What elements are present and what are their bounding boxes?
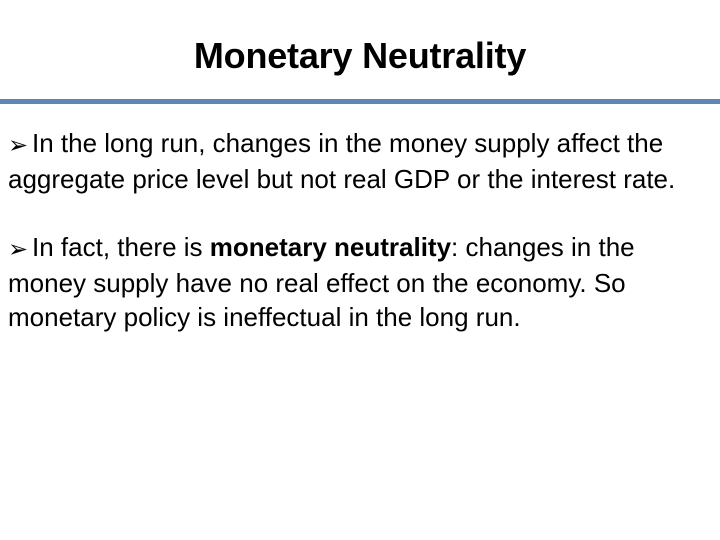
bullet-item (8, 230, 714, 334)
bullet-text-prefix: In fact, there is (32, 232, 210, 262)
bullet-text: In the long run, changes in the money supply affect the aggregate price level but not real GDP or the interest rate. (8, 128, 676, 194)
arrow-bullet-icon: ➢ (8, 132, 29, 159)
bullet-item (8, 126, 714, 196)
bullet-text-suffix: : changes in the money supply have no real effect on the economy. So monetary policy is ineffectual in the long run. (8, 232, 635, 332)
bullet-list (8, 126, 714, 368)
slide-title: Monetary Neutrality (193, 35, 527, 76)
arrow-bullet-icon: ➢ (8, 236, 29, 263)
bullet-bold-term: monetary neutrality (209, 232, 452, 262)
title-divider (0, 99, 720, 104)
